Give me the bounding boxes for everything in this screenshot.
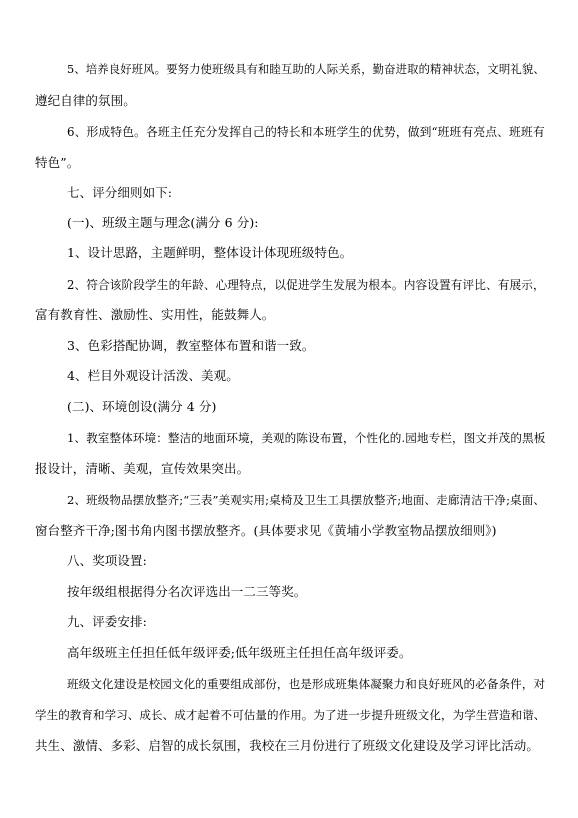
text-line: 6、形成特色。各班主任充分发挥自己的特长和本班学生的优势，做到“班班有亮点、班班有: [67, 125, 545, 139]
text-line: 2、班级物品摆放整齐;“三表”美观实用;桌椅及卫生工具摆放整齐;地面、走廊清洁干净;桌面、: [67, 493, 545, 507]
text-line: 富有教育性、激励性、实用性，能鼓舞人。: [35, 307, 275, 322]
text-line: 学生的教育和学习、成长、成才起着不可估量的作用。为了进一步提升班级文化，为学生营造和谐、: [35, 708, 546, 722]
text-line: 按年级组根据得分名次评选出一二三等奖。: [67, 584, 307, 599]
subsection-heading: (一)、班级主题与理念(满分 6 分):: [67, 215, 259, 230]
text-line: 4、栏目外观设计活泼、美观。: [67, 368, 239, 383]
text-line: 报设计，清晰、美观，宣传效果突出。: [35, 461, 250, 476]
section-heading: 七、评分细则如下:: [67, 185, 173, 200]
text-line: 遵纪自律的氛围。: [35, 93, 136, 108]
text-line: 5、培养良好班风。要努力使班级具有和睦互助的人际关系，勤奋进取的精神状态，文明礼貌、: [67, 62, 545, 76]
text-line: 1、设计思路，主题鲜明，整体设计体现班级特色。: [67, 245, 353, 260]
section-heading: 八、奖项设置:: [67, 553, 147, 568]
text-line: 2、符合该阶段学生的年龄、心理特点，以促进学生发展为根本。内容设置有评比、有展示，: [67, 278, 545, 292]
text-line: 高年级班主任担任低年级评委;低年级班主任担任高年级评委。: [67, 645, 412, 660]
text-line: 特色”。: [35, 155, 80, 170]
subsection-heading: (二)、环境创设(满分 4 分): [67, 399, 217, 414]
text-line: 1、教室整体环境：整洁的地面环境，美观的陈设布置，个性化的.园地专栏，图文并茂的黑板: [67, 431, 546, 445]
text-line: 共生、激情、多彩、启智的成长氛围，我校在三月份进行了班级文化建设及学习评比活动。: [35, 738, 540, 753]
text-line: 3、色彩搭配协调，教室整体布置和谐一致。: [67, 338, 315, 353]
text-line: 窗台整齐干净;图书角内图书摆放整齐。(具体要求见《黄埔小学教室物品摆放细则》): [35, 523, 497, 538]
section-heading: 九、评委安排:: [67, 614, 147, 629]
text-line: 班级文化建设是校园文化的重要组成部份，也是形成班集体凝聚力和良好班风的必备条件，对: [67, 677, 546, 691]
